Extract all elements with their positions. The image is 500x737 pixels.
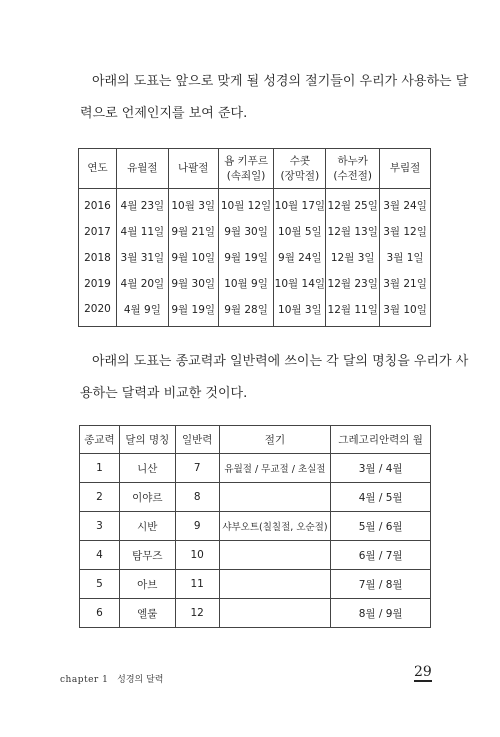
table-cell: 6 (80, 599, 120, 628)
header-year: 연도 (79, 149, 117, 189)
table-cell: 2020 (79, 297, 117, 327)
table-cell: 7 (175, 454, 219, 483)
table-row (79, 297, 431, 327)
header-religious-calendar: 종교력 (80, 426, 120, 454)
table-cell: 9월 24일 (274, 245, 326, 271)
table-cell: 10월 5일 (274, 219, 326, 245)
table-cell: 10월 12일 (218, 189, 274, 219)
table-cell: 아브 (119, 570, 175, 599)
table-cell: 9월 10일 (168, 245, 218, 271)
table-cell (219, 541, 331, 570)
table-cell: 4월 11일 (116, 219, 168, 245)
table-cell: 3 (80, 512, 120, 541)
table-cell: 9월 28일 (218, 297, 274, 327)
table-cell (219, 599, 331, 628)
month-names-table (79, 425, 431, 628)
table-cell: 3월 21일 (380, 271, 431, 297)
table-row (80, 599, 431, 628)
table-cell: 2 (80, 483, 120, 512)
table-cell: 9 (175, 512, 219, 541)
paragraph-feast-dates-intro (80, 66, 469, 130)
table-cell: 12월 25일 (326, 189, 380, 219)
table-cell: 9월 19일 (168, 297, 218, 327)
paragraph-line: 력으로 언제인지를 보여 준다. (80, 106, 248, 121)
table-cell: 10월 17일 (274, 189, 326, 219)
paragraph-line: 아래의 도표는 종교력과 일반력에 쓰이는 각 달의 명칭을 우리가 사 (92, 354, 469, 369)
table-cell: 5월 / 6월 (331, 512, 431, 541)
table-row (79, 245, 431, 271)
footer-chapter-title: 성경의 달력 (117, 675, 164, 685)
table-cell: 3월 10일 (380, 297, 431, 327)
table-cell (219, 570, 331, 599)
header-hanukkah: 하누카 (수전절) (326, 149, 380, 189)
table-row (80, 541, 431, 570)
table-cell: 이야르 (119, 483, 175, 512)
header-civil-calendar: 일반력 (175, 426, 219, 454)
table-row (79, 219, 431, 245)
table-header-row (80, 426, 431, 454)
table-cell: 엘룰 (119, 599, 175, 628)
header-purim: 부림절 (380, 149, 431, 189)
table-cell: 12월 13일 (326, 219, 380, 245)
table-cell: 3월 / 4월 (331, 454, 431, 483)
table-cell: 5 (80, 570, 120, 599)
table-cell: 유월절 / 무교절 / 초실절 (219, 454, 331, 483)
table-cell: 1 (80, 454, 120, 483)
feast-dates-table (78, 148, 431, 327)
header-gregorian-month: 그레고리안력의 월 (331, 426, 431, 454)
header-yom-kippur: 욤 키푸르 (속죄일) (218, 149, 274, 189)
table-cell: 4 (80, 541, 120, 570)
table-cell: 2019 (79, 271, 117, 297)
header-trumpets: 나팔절 (168, 149, 218, 189)
table-cell: 3월 31일 (116, 245, 168, 271)
table-cell: 10월 3일 (168, 189, 218, 219)
table-cell: 10월 9일 (218, 271, 274, 297)
table-cell: 7월 / 8월 (331, 570, 431, 599)
table-cell: 10 (175, 541, 219, 570)
table-cell: 12월 23일 (326, 271, 380, 297)
table-cell: 탐무즈 (119, 541, 175, 570)
table-cell: 8 (175, 483, 219, 512)
table-cell: 4월 9일 (116, 297, 168, 327)
table-row (79, 271, 431, 297)
table-cell: 2018 (79, 245, 117, 271)
table-row (80, 512, 431, 541)
table-row (80, 570, 431, 599)
table-cell: 시반 (119, 512, 175, 541)
table-cell: 2016 (79, 189, 117, 219)
paragraph-line: 용하는 달력과 비교한 것이다. (80, 386, 248, 401)
table-cell: 샤부오트(칠칠절, 오순절) (219, 512, 331, 541)
page-footer (60, 672, 164, 685)
header-passover: 유월절 (116, 149, 168, 189)
table-row (79, 189, 431, 219)
table-cell: 12월 11일 (326, 297, 380, 327)
table-row (80, 454, 431, 483)
table-cell: 8월 / 9월 (331, 599, 431, 628)
table-cell: 10월 3일 (274, 297, 326, 327)
table-cell: 3월 24일 (380, 189, 431, 219)
table-cell: 2017 (79, 219, 117, 245)
table-cell: 12월 3일 (326, 245, 380, 271)
table-cell: 9월 30일 (168, 271, 218, 297)
paragraph-line: 아래의 도표는 앞으로 맞게 될 성경의 절기들이 우리가 사용하는 달 (92, 74, 469, 89)
table-cell: 4월 20일 (116, 271, 168, 297)
table-cell (219, 483, 331, 512)
paragraph-month-names-intro (80, 346, 469, 410)
header-feast: 절기 (219, 426, 331, 454)
page-number: 29 (414, 664, 432, 680)
table-cell: 4월 / 5월 (331, 483, 431, 512)
table-row (80, 483, 431, 512)
table-cell: 3월 12일 (380, 219, 431, 245)
table-cell: 니산 (119, 454, 175, 483)
footer-chapter: chapter 1 (60, 675, 109, 685)
table-cell: 3월 1일 (380, 245, 431, 271)
table-cell: 9월 19일 (218, 245, 274, 271)
header-sukkot: 수콧 (장막절) (274, 149, 326, 189)
table-cell: 9월 30일 (218, 219, 274, 245)
table-cell: 12 (175, 599, 219, 628)
header-month-name: 달의 명칭 (119, 426, 175, 454)
table-header-row (79, 149, 431, 189)
table-cell: 9월 21일 (168, 219, 218, 245)
table-cell: 4월 23일 (116, 189, 168, 219)
table-cell: 6월 / 7월 (331, 541, 431, 570)
table-cell: 10월 14일 (274, 271, 326, 297)
table-cell: 11 (175, 570, 219, 599)
